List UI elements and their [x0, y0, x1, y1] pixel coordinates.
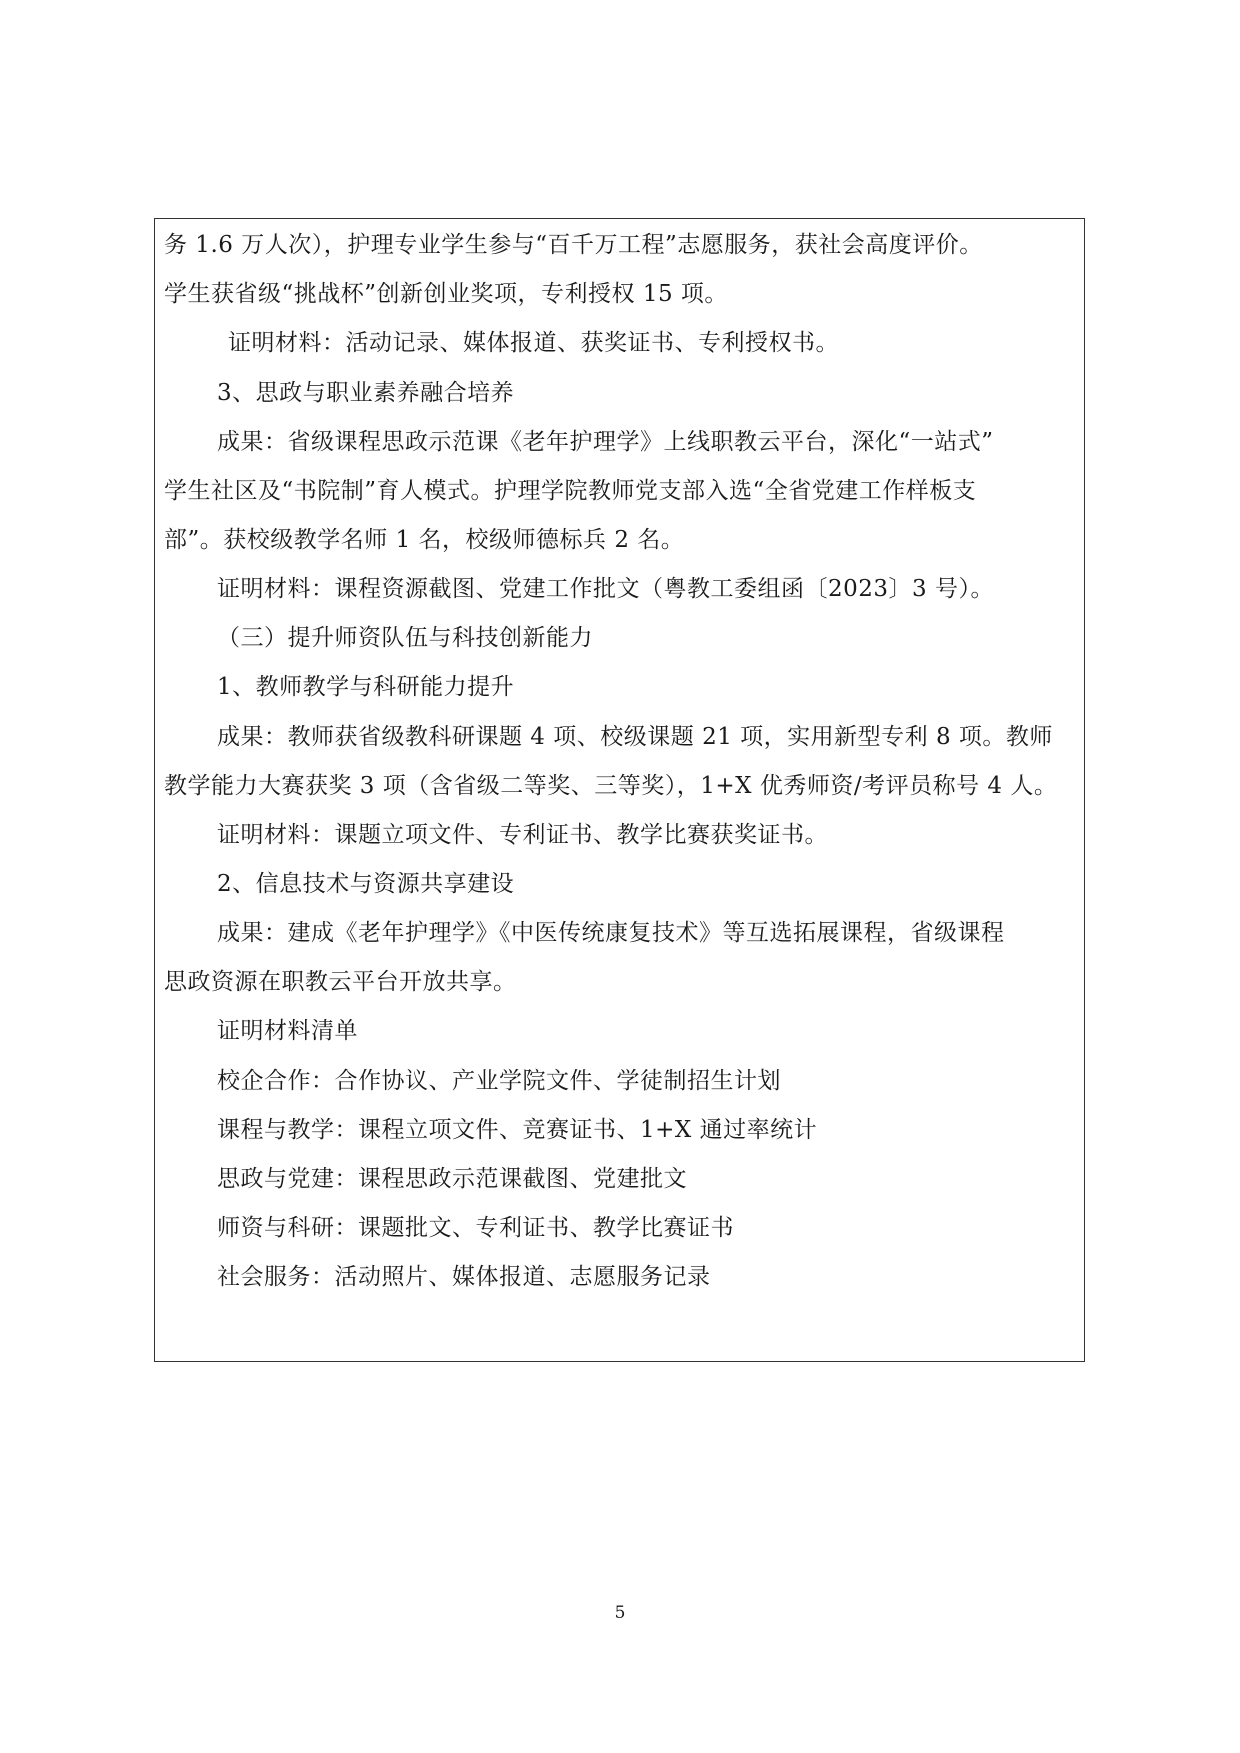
text-line: 学生获省级“挑战杯”创新创业奖项，专利授权 15 项。: [164, 281, 728, 307]
section-heading: 1、教师教学与科研能力提升: [217, 674, 515, 700]
text-line: 思政资源在职教云平台开放共享。: [164, 969, 517, 995]
text-line: 成果：建成《老年护理学》《中医传统康复技术》等互选拓展课程，省级课程: [217, 920, 1005, 946]
list-item: 课程与教学：课程立项文件、竞赛证书、1+X 通过率统计: [217, 1117, 818, 1143]
text-line: 教学能力大赛获奖 3 项（含省级二等奖、三等奖），1+X 优秀师资/考评员称号 4 人。: [164, 773, 1058, 799]
section-heading: （三）提升师资队伍与科技创新能力: [217, 625, 593, 651]
page-number: 5: [614, 1603, 626, 1623]
list-item: 校企合作：合作协议、产业学院文件、学徒制招生计划: [217, 1068, 781, 1094]
text-line: 证明材料：活动记录、媒体报道、获奖证书、专利授权书。: [228, 330, 839, 356]
list-item: 社会服务：活动照片、媒体报道、志愿服务记录: [217, 1264, 711, 1290]
text-line: 成果：教师获省级教科研课题 4 项、校级课题 21 项，实用新型专利 8 项。教师: [217, 724, 1053, 750]
text-line: 部”。获校级教学名师 1 名，校级师德标兵 2 名。: [164, 527, 685, 553]
text-line: 学生社区及“书院制”育人模式。护理学院教师党支部入选“全省党建工作样板支: [164, 478, 977, 504]
list-item: 师资与科研：课题批文、专利证书、教学比赛证书: [217, 1215, 734, 1241]
section-heading: 2、信息技术与资源共享建设: [217, 871, 515, 897]
text-line: 成果：省级课程思政示范课《老年护理学》上线职教云平台，深化“一站式”: [217, 429, 994, 455]
text-line: 务 1.6 万人次），护理专业学生参与“百千万工程”志愿服务，获社会高度评价。: [164, 232, 983, 258]
section-heading: 3、思政与职业素养融合培养: [217, 380, 515, 406]
text-line: 证明材料：课题立项文件、专利证书、教学比赛获奖证书。: [217, 822, 828, 848]
text-line: 证明材料：课程资源截图、党建工作批文（粤教工委组函〔2023〕3 号）。: [217, 576, 994, 602]
list-heading: 证明材料清单: [217, 1018, 358, 1044]
list-item: 思政与党建：课程思政示范课截图、党建批文: [217, 1166, 687, 1192]
